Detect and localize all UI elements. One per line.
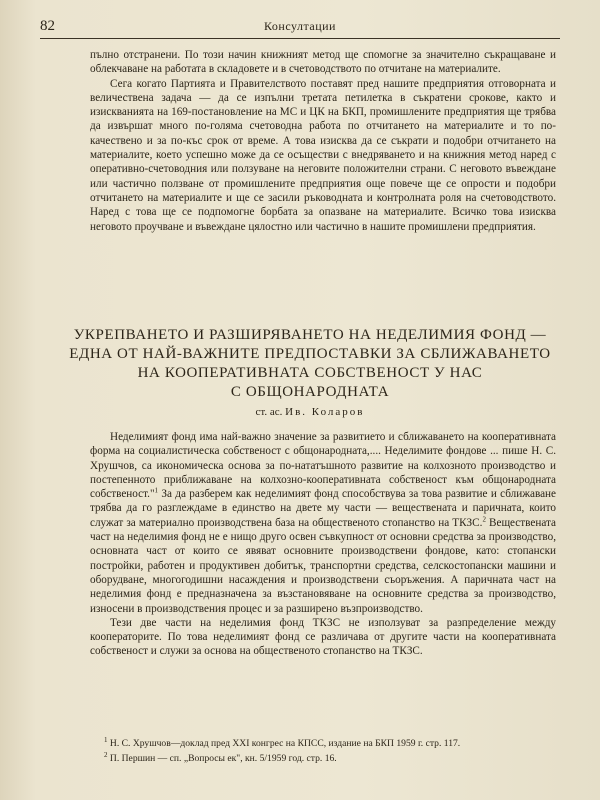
footnote-ref: 2 (482, 515, 486, 524)
article-byline (60, 406, 560, 418)
page-number: 82 (40, 18, 55, 34)
paragraph-text: Неделимият фонд има най-важно значение за развитието и сближаването на кооперативната форма на социалистическа собственост с общонародната,.... Неделимите фондове ... пише Н. С. Хрушчов, са икономическа основа за по-нататъшното развитие на колхозното производство и постепенното приближаване на колхозно-кооперативната собственост към общонародната собственост." (90, 431, 556, 501)
title-line: УКРЕПВАНЕТО И РАЗШИРЯВАНЕТО НА НЕДЕЛИМИЯ ФОНД — (73, 327, 547, 343)
author-title: ст. ас. (255, 406, 283, 418)
footnote-text: П. Першин — сп. „Вопросы ек", кн. 5/1959 год. стр. 16. (109, 752, 337, 764)
paragraph: пълно отстранени. По този начин книжният метод ще спомогне за значително съкращаване и облекчаване на работата в складовете и в счетоводството по отчитане на материалите. (90, 49, 556, 76)
footnote-mark: 1 (104, 735, 108, 744)
footnote-mark: 2 (104, 750, 108, 759)
continued-text (90, 48, 556, 234)
paragraph-text: Веществената част на неделимия фонд не е нищо друго освен съвкупност от основни средства за производство, основната част от които се явяват основните производствени фондове, като: стопански постройки, работен и продуктивен добитък, транспортни средства, селскостопански машини и оборудване, многогодишни насаждения и производствени съоръжения. А паричната част на неделимия фонд е предназначена за възстановяване на основните средства за производство, износени в производствения процес и за разширено възпроизводство. (90, 516, 556, 615)
title-line: НА КООПЕРАТИВНАТА СОБСТВЕНОСТ У НАС (137, 365, 483, 381)
running-head: Консултации (264, 19, 336, 33)
article-title (60, 326, 560, 402)
footnote (90, 735, 556, 751)
article-body (90, 430, 556, 659)
footnote (90, 750, 556, 766)
paragraph: Тези две части на неделимия фонд ТКЗС не използуват за разпределение между кооператорите. По това неделимият фонд се различава от другите части на кооперативната собственост и служи за основа на общественото стопанство на ТКЗС. (90, 616, 556, 658)
title-line: ЕДНА ОТ НАЙ-ВАЖНИТЕ ПРЕДПОСТАВКИ ЗА СБЛИЖАВАНЕТО (69, 346, 551, 362)
paragraph: Сега когато Партията и Правителството поставят пред нашите предприятия отговорната и величествена задача — да се изпълни третата петилетка в съкратени срокове, както и изискванията на 169-постановление на МС и ЦК на БКП, промишлените предприятия ще трябва да извършат много по-голяма счетоводна работа по отчитането на материалите и то по-качествено и за по-къс срок от време. А това изисква да се съкрати и подобри отчитането на материалите, което успешно може да се осъществи с внедряването и на книжния метод наред с оперативно-счетоводния или ползуване на неговите положителни страни. С неговото въвеждане или частично ползване от промишлените предприятия още повече ще се опрости и подобри отчитането на материалите и ще се засили ръководната и контролната роля на счетоводството. Наред с това ще се подпомогне борбата за опазване на материалите. Всичко това изисква неговото проучване и въвеждане цялостно или частично в нашите промишлени предприятия. (90, 77, 556, 233)
title-line: С ОБЩОНАРОДНАТА (230, 384, 390, 400)
paragraph-text: За да разберем как неделимият фонд способствува за това развитие и сближаване трябва да го разглеждаме в единство на двете му части — веществената и паричната, които служат за материално производствена база на общественото стопанство на ТКЗС. (90, 488, 556, 529)
footnote-text: Н. С. Хрушчов—доклад пред XXI конгрес на КПСС, издание на БКП 1959 г. стр. 117. (109, 738, 461, 749)
paragraph (90, 430, 556, 616)
page-header (40, 18, 560, 39)
author-name: Ив. Коларов (285, 406, 365, 418)
footnotes (90, 735, 556, 767)
footnote-ref: 1 (154, 486, 159, 495)
